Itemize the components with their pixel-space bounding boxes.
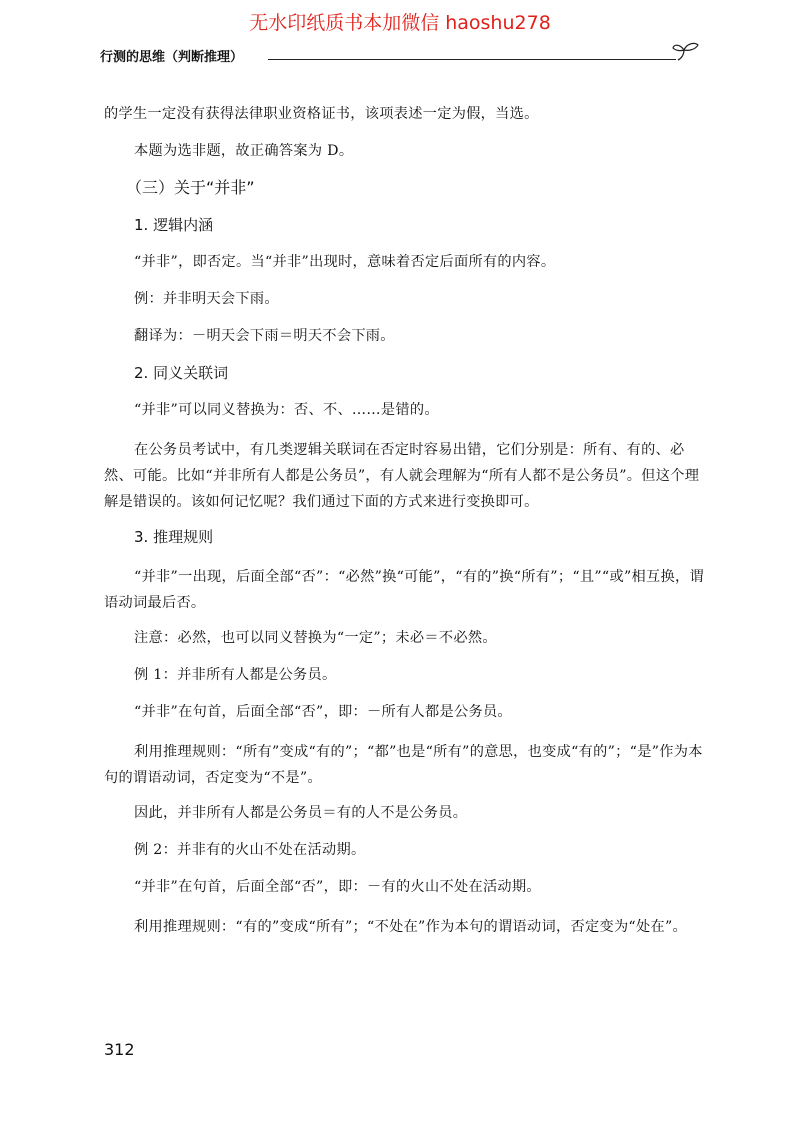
- subsection-heading: 1. 逻辑内涵: [134, 216, 214, 234]
- paragraph: 本题为选非题，故正确答案为 D。: [134, 143, 354, 159]
- paragraph: 的学生一定没有获得法律职业资格证书，该项表述一定为假，当选。: [104, 106, 539, 122]
- paragraph: 因此，并非所有人都是公务员＝有的人不是公务员。: [134, 805, 468, 821]
- paragraph: 利用推理规则：“所有”变成“有的”；“都”也是“所有”的意思，也变成“有的”；“是”作为本句的谓语动词，否定变为“不是”。: [104, 744, 703, 786]
- paragraph: 例 1：并非所有人都是公务员。: [134, 667, 337, 683]
- paragraph: 翻译为：－明天会下雨＝明天不会下雨。: [134, 328, 395, 344]
- paragraph: 例 2：并非有的火山不处在活动期。: [134, 842, 366, 858]
- running-header: [100, 46, 700, 72]
- paragraph: 例：并非明天会下雨。: [134, 291, 279, 307]
- paragraph: “并非”在句首，后面全部“否”，即：－所有人都是公务员。: [134, 704, 512, 720]
- header-title: 行测的思维（判断推理）: [100, 50, 244, 65]
- watermark-banner: 无水印纸质书本加微信 haoshu278: [249, 12, 551, 34]
- paragraph: “并非”可以同义替换为：否、不、……是错的。: [134, 402, 439, 418]
- sprout-icon: [672, 40, 700, 64]
- paragraph: “并非”，即否定。当“并非”出现时，意味着否定后面所有的内容。: [134, 254, 556, 270]
- paragraph: 在公务员考试中，有几类逻辑关联词在否定时容易出错，它们分别是：所有、有的、必然、可能。比如“并非所有人都是公务员”，有人就会理解为“所有人都不是公务员”。但这个理解是错误的。该如何记忆呢？我们通过下面的方式来进行变换即可。: [104, 442, 700, 510]
- paragraph: “并非”一出现，后面全部“否”：“必然”换“可能”，“有的”换“所有”；“且”“或”相互换，谓语动词最后否。: [104, 569, 704, 611]
- page-body: [104, 104, 704, 952]
- page-number: 312: [104, 1040, 135, 1059]
- paragraph: 利用推理规则：“有的”变成“所有”；“不处在”作为本句的谓语动词，否定变为“处在”。: [134, 919, 688, 935]
- paragraph: “并非”在句首，后面全部“否”，即：－有的火山不处在活动期。: [134, 879, 541, 895]
- section-heading: （三）关于“并非”: [126, 178, 255, 197]
- header-rule: [268, 59, 676, 60]
- subsection-heading: 3. 推理规则: [134, 528, 214, 546]
- subsection-heading: 2. 同义关联词: [134, 364, 229, 382]
- paragraph: 注意：必然，也可以同义替换为“一定”；未必＝不必然。: [134, 630, 497, 646]
